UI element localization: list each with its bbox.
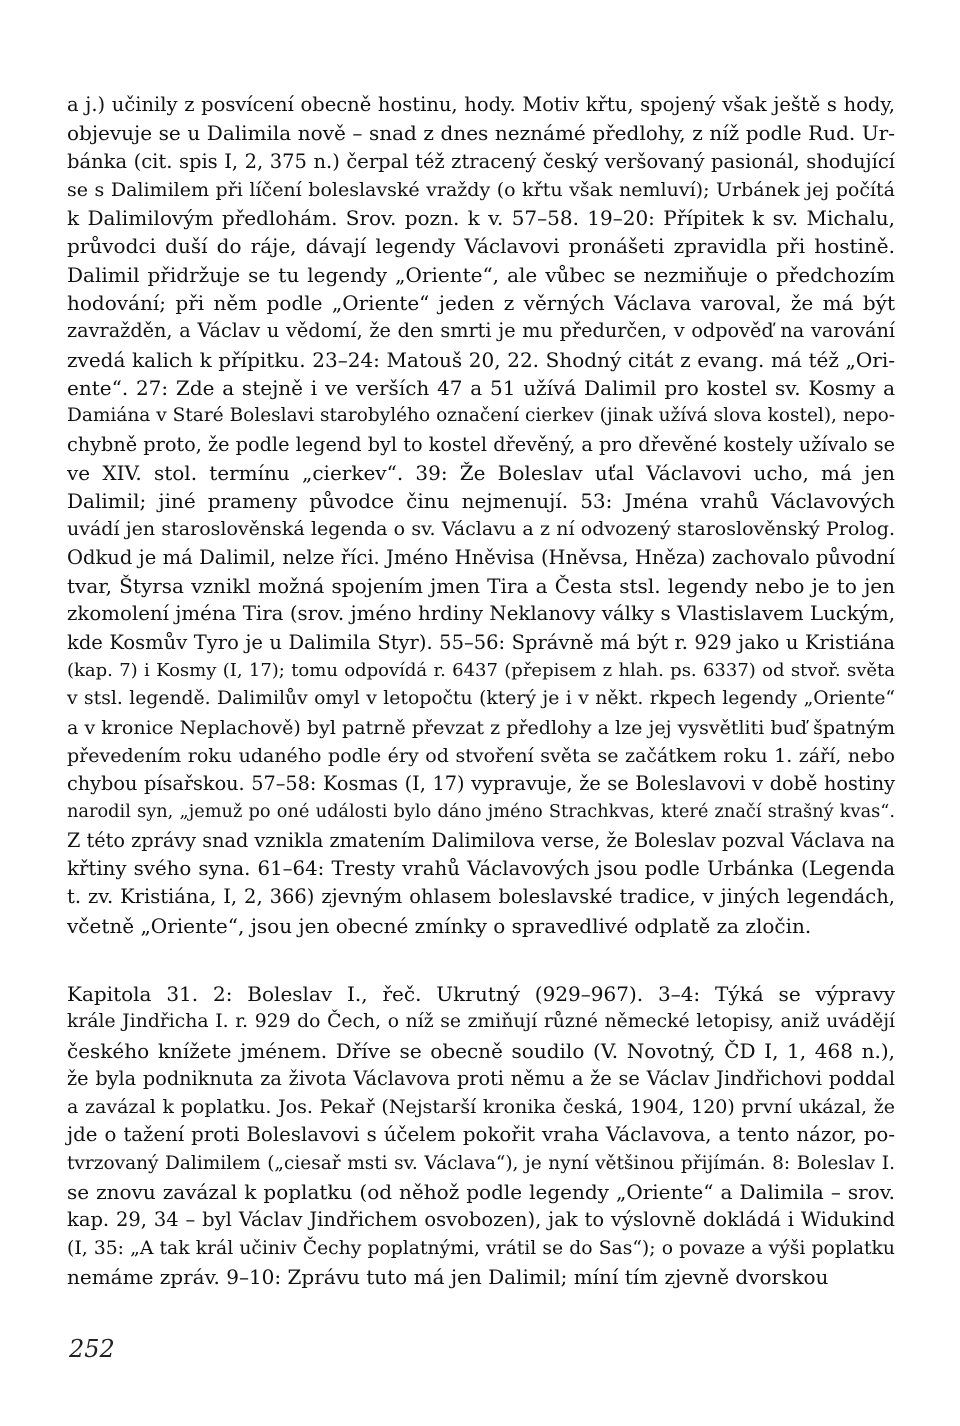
text-line: se znovu zavázal k poplatku (od něhož podle legendy „Oriente“ a Dalimila – srov. (67, 1179, 895, 1204)
text-line: t. zv. Kristiána, I, 2, 366) zjevným ohlasem boleslavské tradice, v jiných legendách, (67, 885, 895, 909)
text-line: narodil syn, „jemuž po oné události bylo dáno jméno Strachkvas, které značí strašný kvas“. (67, 802, 895, 823)
text-line: českého knížete jménem. Dříve se obecně soudilo (V. Novotný, ČD I, 1, 468 n.), (67, 1038, 895, 1063)
paragraph-gap (67, 940, 895, 980)
text-line: kap. 29, 34 – byl Václav Jindřichem osvobozen), jak to výslovně dokládá i Widukind (67, 1208, 895, 1232)
text-line: tvar, Štyrsa vznikl možná spojením jmen Tira a Česta stsl. legendy nebo je to jen (67, 574, 895, 599)
text-line: Odkud je má Dalimil, nelze říci. Jméno Hněvisa (Hněvsa, Hněza) zachovalo původní (67, 545, 895, 569)
text-line: ve XIV. stol. termínu „cierkev“. 39: Že Boleslav uťal Václavovi ucho, má jen (67, 460, 895, 485)
text-line: a v kronice Neplachově) byl patrně převzat z předlohy a lze jej vysvětliti buď špatným (67, 716, 895, 739)
text-line: krále Jindřicha I. r. 929 do Čech, o níž se zmiňují různé německé letopisy, aniž uvádějí (67, 1011, 895, 1033)
text-line: jde o tažení proti Boleslavovi s účelem pokořit vraha Václavova, a tento názor, po- (67, 1123, 895, 1147)
text-line: objevuje se u Dalimila nově – snad z dnes neznámé předlohy, z níž podle Rud. Ur- (67, 121, 895, 146)
text-line: včetně „Oriente“, jsou jen obecné zmínky o spravedlivé odplatě za zločin. (67, 913, 812, 938)
text-line: hodování; při něm podle „Oriente“ jeden z věrných Václava varoval, že má být (67, 291, 895, 316)
text-line: zavražděn, a Václav u vědomí, že den smrti je mu předurčen, v odpověď na varování (67, 319, 895, 343)
text-line: ente“. 27: Zde a stejně i ve verších 47 a 51 užívá Dalimil pro kostel sv. Kosmy a (67, 375, 895, 400)
text-line: (I, 35: „A tak král učiniv Čechy poplatnými, vrátil se do Sas“); o povaze a výši poplatku (67, 1237, 895, 1259)
text-line: kde Kosmův Tyro je u Dalimila Styr). 55–56: Správně má být r. 929 jako u Kristiána (67, 630, 895, 654)
text-line: tvrzovaný Dalimilem („ciesař msti sv. Václava“), je nyní většinou přijímán. 8: Boleslav I. (67, 1152, 895, 1174)
text-line: v stsl. legendě. Dalimilův omyl v letopočtu (který je i v někt. rkpech legendy „Oriente“ (67, 688, 895, 710)
text-line: a zavázal k poplatku. Jos. Pekař (Nejstarší kronika česká, 1904, 120) první ukázal, že (67, 1096, 895, 1119)
text-line: Kapitola 31. 2: Boleslav I., řeč. Ukrutný (929–967). 3–4: Týká se výpravy (67, 981, 895, 1006)
text-line: k Dalimilovým předlohám. Srov. pozn. k v. 57–58. 19–20: Přípitek k sv. Michalu, (67, 206, 895, 231)
text-line: (kap. 7) i Kosmy (I, 17); tomu odpovídá r. 6437 (přepisem z hlah. ps. 6337) od stvoř. světa (67, 659, 895, 681)
commentary-block-chapter-30 (67, 91, 895, 940)
text-line: a j.) učinily z posvícení obecně hostinu, hody. Motiv křtu, spojený však ještě s hody, (67, 93, 895, 116)
text-line: křtiny svého syna. 61–64: Tresty vrahů Václavových jsou podle Urbánka (Legenda (67, 857, 895, 881)
text-line: průvodci duší do ráje, dávají legendy Václavovi pronášeti zpravidla při hostině. (67, 234, 895, 259)
commentary-text (67, 91, 895, 1291)
text-line: bánka (cit. spis I, 2, 375 n.) čerpal též ztracený český veršovaný pasionál, shodující (67, 149, 895, 173)
text-line: zkomolení jména Tira (srov. jméno hrdiny Neklanovy války s Vlastislavem Luckým, (67, 602, 895, 626)
page-number: 252 (69, 1335, 115, 1363)
text-line: převedením roku udaného podle éry od stvoření světa se začátkem roku 1. září, nebo (67, 744, 895, 767)
text-line: Damiána v Staré Boleslavi starobylého označení cierkev (jinak užívá slova kostel), nepo- (67, 405, 895, 427)
text-line: chybně proto, že podle legend byl to kostel dřevěný, a pro dřevěné kostely užívalo se (67, 432, 895, 456)
text-line: chybou písařskou. 57–58: Kosmas (I, 17) vypravuje, že se Boleslavovi v době hostiny (67, 772, 895, 796)
text-line: Dalimil přidržuje se tu legendy „Oriente“, ale vůbec se nezmiňuje o předchozím (67, 262, 895, 287)
text-line: zvedá kalich k přípitku. 23–24: Matouš 20, 22. Shodný citát z evang. má též „Ori- (67, 347, 895, 372)
text-line: uvádí jen staroslověnská legenda o sv. Václavu a z ní odvozený staroslověnský Prolog. (67, 518, 895, 541)
text-line: Dalimil; jiné prameny původce činu nejmenují. 53: Jména vrahů Václavových (67, 489, 895, 514)
commentary-block-chapter-31 (67, 980, 895, 1291)
text-line: že byla podniknuta za života Václavova proti němu a že se Václav Jindřichovi poddal (67, 1066, 895, 1090)
text-line: Z této zprávy snad vznikla zmatením Dalimilova verse, že Boleslav pozval Václava na (67, 828, 895, 852)
text-line: nemáme zpráv. 9–10: Zprávu tuto má jen Dalimil; míní tím zjevně dvorskou (67, 1264, 829, 1289)
text-line: se s Dalimilem při líčení boleslavské vraždy (o křtu však nemluví); Urbánek jej počítá (67, 178, 895, 201)
